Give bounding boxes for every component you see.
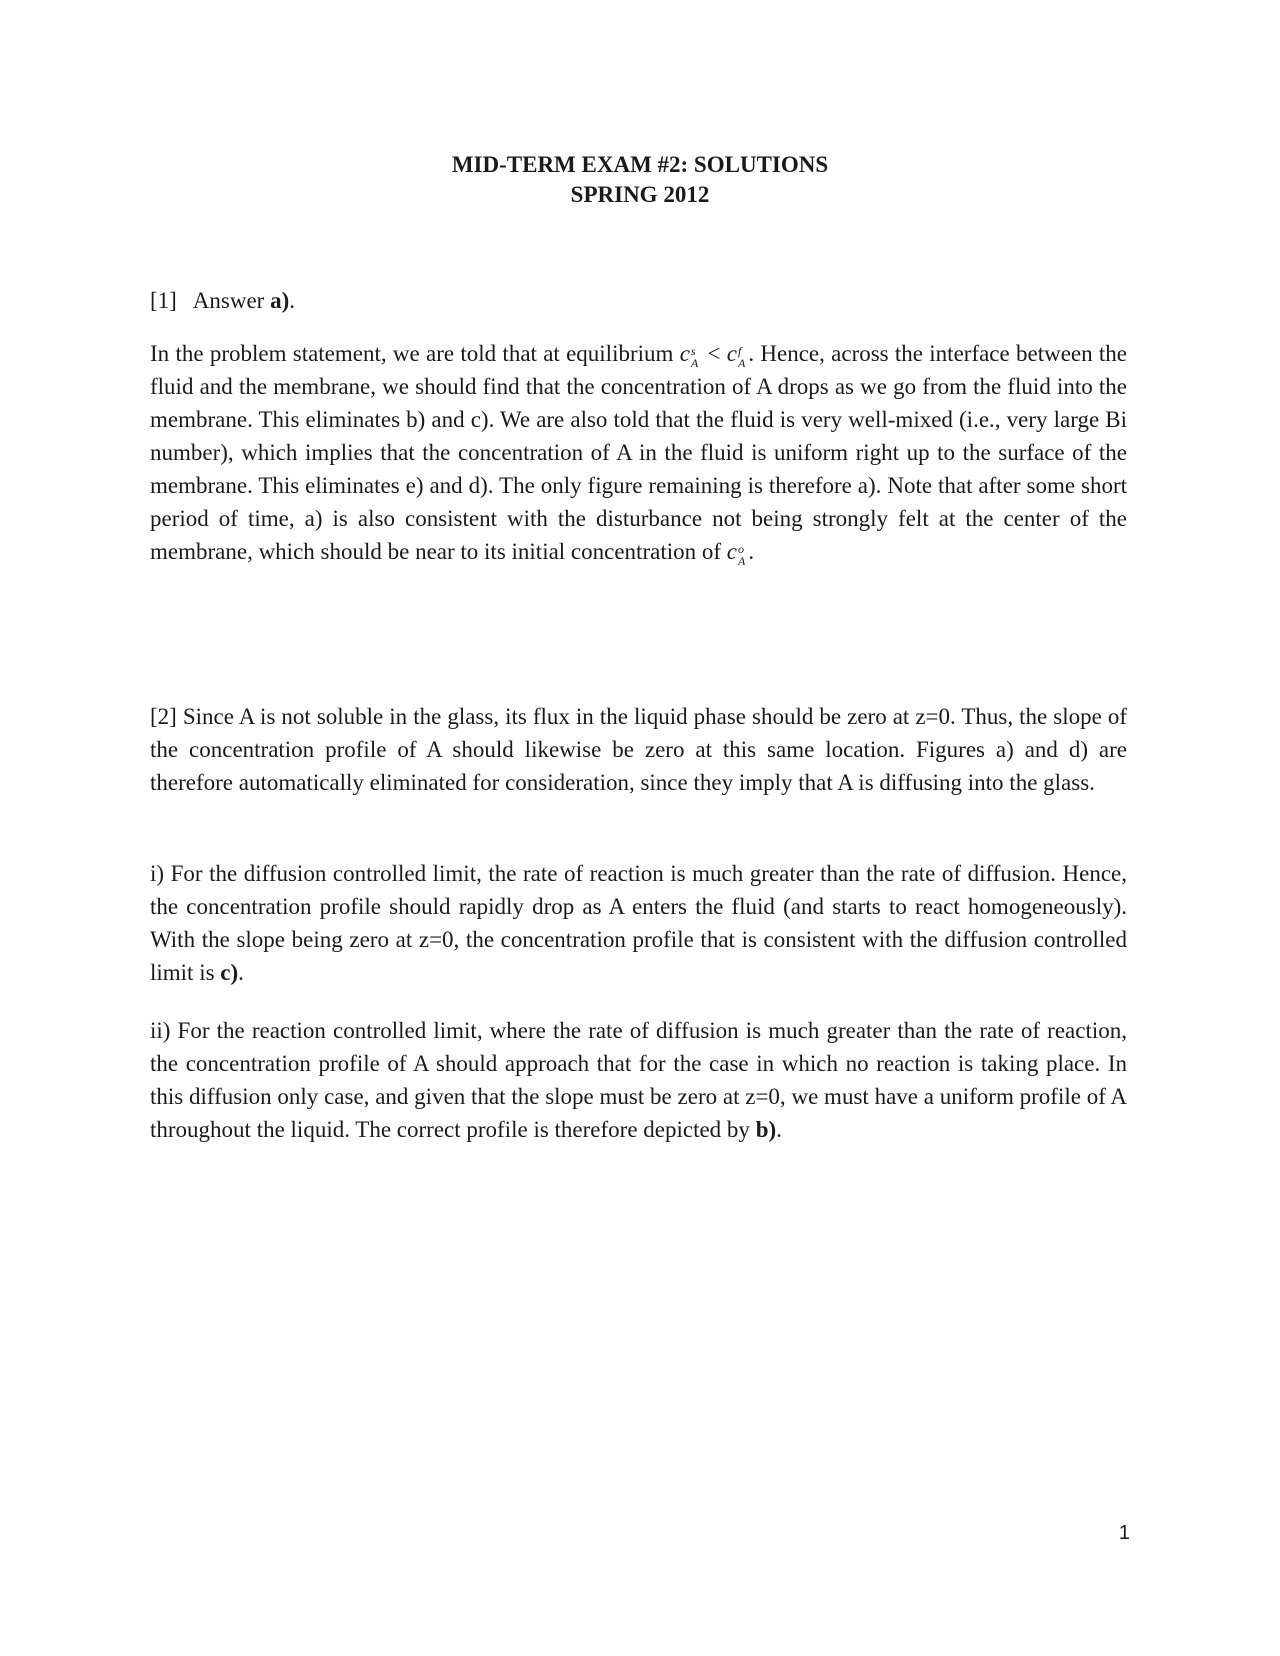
q1-para-end: . [748, 539, 755, 564]
q2-part-i-end: . [238, 960, 244, 985]
q2-part-i-text: i) For the diffusion controlled limit, the rate of reaction is much greater than the rate of diffusion. Hence, the concentration profile should rapidly drop as A enters the fluid (and starts to react homogeneously). With the slope being zero at z=0, the concentration profile that is consistent with the diffusion controlled limit is [150, 861, 1127, 985]
q1-answer-line [150, 284, 1127, 317]
q1-para-start: In the problem statement, we are told that at equilibrium [150, 341, 680, 366]
q2-part-i-paragraph [150, 857, 1127, 989]
initial-concentration-symbol: c o A [726, 539, 746, 568]
q1-answer-prefix: [1] Answer [150, 288, 271, 313]
q2-part-ii-text: ii) For the reaction controlled limit, where the rate of diffusion is much greater than the rate of reaction, the concentration profile of A should approach that for the case in which no reaction is taking place. In this diffusion only case, and given that the slope must be zero at z=0, we must have a uniform profile of A throughout the liquid. The correct profile is therefore depicted by [150, 1018, 1127, 1142]
q2-part-ii-paragraph [150, 1014, 1127, 1146]
q2-intro-paragraph [150, 700, 1127, 799]
q2-part-i-answer: c) [220, 960, 239, 985]
q1-paragraph [150, 337, 1127, 568]
q2-part-ii-end: . [776, 1117, 782, 1142]
q1-para-rest: . Hence, across the interface between the fluid and the membrane, we should find that the concentration of A drops as we go from the fluid into the membrane. This eliminates b) and c). We are also told that the fluid is very well-mixed (i.e., very large Bi number), which implies that the concentration of A in the fluid is uniform right up to the surface of the membrane. This eliminates e) and d). The only figure remaining is therefore a). Note that after some short period of time, a) is also consistent with the disturbance not being strongly felt at the center of the membrane, which should be near to its initial concentration of [150, 341, 1128, 564]
title-line-1: MID-TERM EXAM #2: SOLUTIONS [451, 152, 829, 177]
q1-answer-value: a) [270, 288, 290, 313]
title-line-2: SPRING 2012 [570, 182, 710, 207]
page-number: 1 [1118, 1522, 1130, 1544]
q2-part-ii-answer: b) [755, 1117, 777, 1142]
q1-answer-suffix: . [289, 288, 296, 313]
equilibrium-inequality: c s A < c f A [679, 341, 746, 370]
q2-intro-text: [2] Since A is not soluble in the glass, its flux in the liquid phase should be zero at z=0. Thus, the slope of the concentration profile of A should likewise be zero at this same location. Figures a) and d) are therefore automatically eliminated for consideration, since they imply that A is diffusing into the glass. [150, 704, 1127, 795]
page-title [0, 150, 1280, 210]
